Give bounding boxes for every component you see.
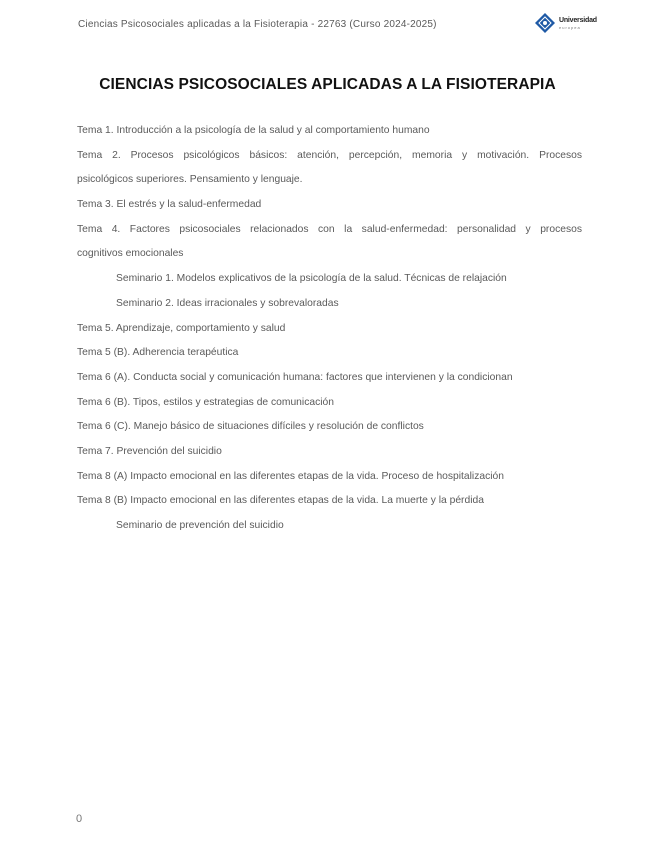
logo-wordmark: Universidad — [559, 16, 597, 24]
logo-subtext: europea — [559, 24, 581, 30]
toc-item-tema-1: Tema 1. Introducción a la psicología de la salud y al comportamiento humano — [77, 125, 430, 136]
toc-item-tema-4: Tema 4. Factores psicosociales relacionados con la salud-enfermedad: personalidad y procesos — [77, 223, 582, 235]
toc-item-tema-5b: Tema 5 (B). Adherencia terapéutica — [77, 347, 239, 359]
toc-item-tema-2: Tema 2. Procesos psicológicos básicos: atención, percepción, memoria y motivación. Procesos — [77, 149, 582, 161]
page-number: 0 — [76, 813, 83, 825]
toc-item-tema-6a: Tema 6 (A). Conducta social y comunicación humana: factores que intervienen y la condicionan — [77, 371, 513, 383]
toc-item-tema-7: Tema 7. Prevención del suicidio — [77, 445, 222, 457]
table-of-contents — [77, 121, 582, 541]
toc-item-tema-3: Tema 3. El estrés y la salud-enfermedad — [77, 199, 262, 211]
running-header: Ciencias Psicosociales aplicadas a la Fisioterapia - 22763 (Curso 2024-2025) — [78, 19, 437, 30]
toc-item-tema-2-continued: psicológicos superiores. Pensamiento y lenguaje. — [77, 174, 303, 186]
toc-item-tema-4-continued: cognitivos emocionales — [77, 248, 184, 260]
toc-item-seminario-suicidio: Seminario de prevención del suicidio — [116, 520, 284, 531]
toc-item-tema-6b: Tema 6 (B). Tipos, estilos y estrategias de comunicación — [77, 396, 334, 408]
toc-item-tema-6c: Tema 6 (C). Manejo básico de situaciones difíciles y resolución de conflictos — [77, 421, 424, 433]
university-logo-icon — [535, 13, 555, 33]
toc-item-tema-8a: Tema 8 (A) Impacto emocional en las diferentes etapas de la vida. Proceso de hospitalización — [77, 470, 504, 482]
toc-item-seminario-1: Seminario 1. Modelos explicativos de la psicología de la salud. Técnicas de relajación — [116, 273, 507, 285]
university-logo — [535, 12, 599, 34]
document-title: CIENCIAS PSICOSOCIALES APLICADAS A LA FISIOTERAPIA — [99, 76, 556, 93]
toc-item-seminario-2: Seminario 2. Ideas irracionales y sobrevaloradas — [116, 297, 339, 309]
toc-item-tema-5: Tema 5. Aprendizaje, comportamiento y salud — [77, 322, 286, 334]
toc-item-tema-8b: Tema 8 (B) Impacto emocional en las diferentes etapas de la vida. La muerte y la pérdida — [77, 495, 484, 507]
